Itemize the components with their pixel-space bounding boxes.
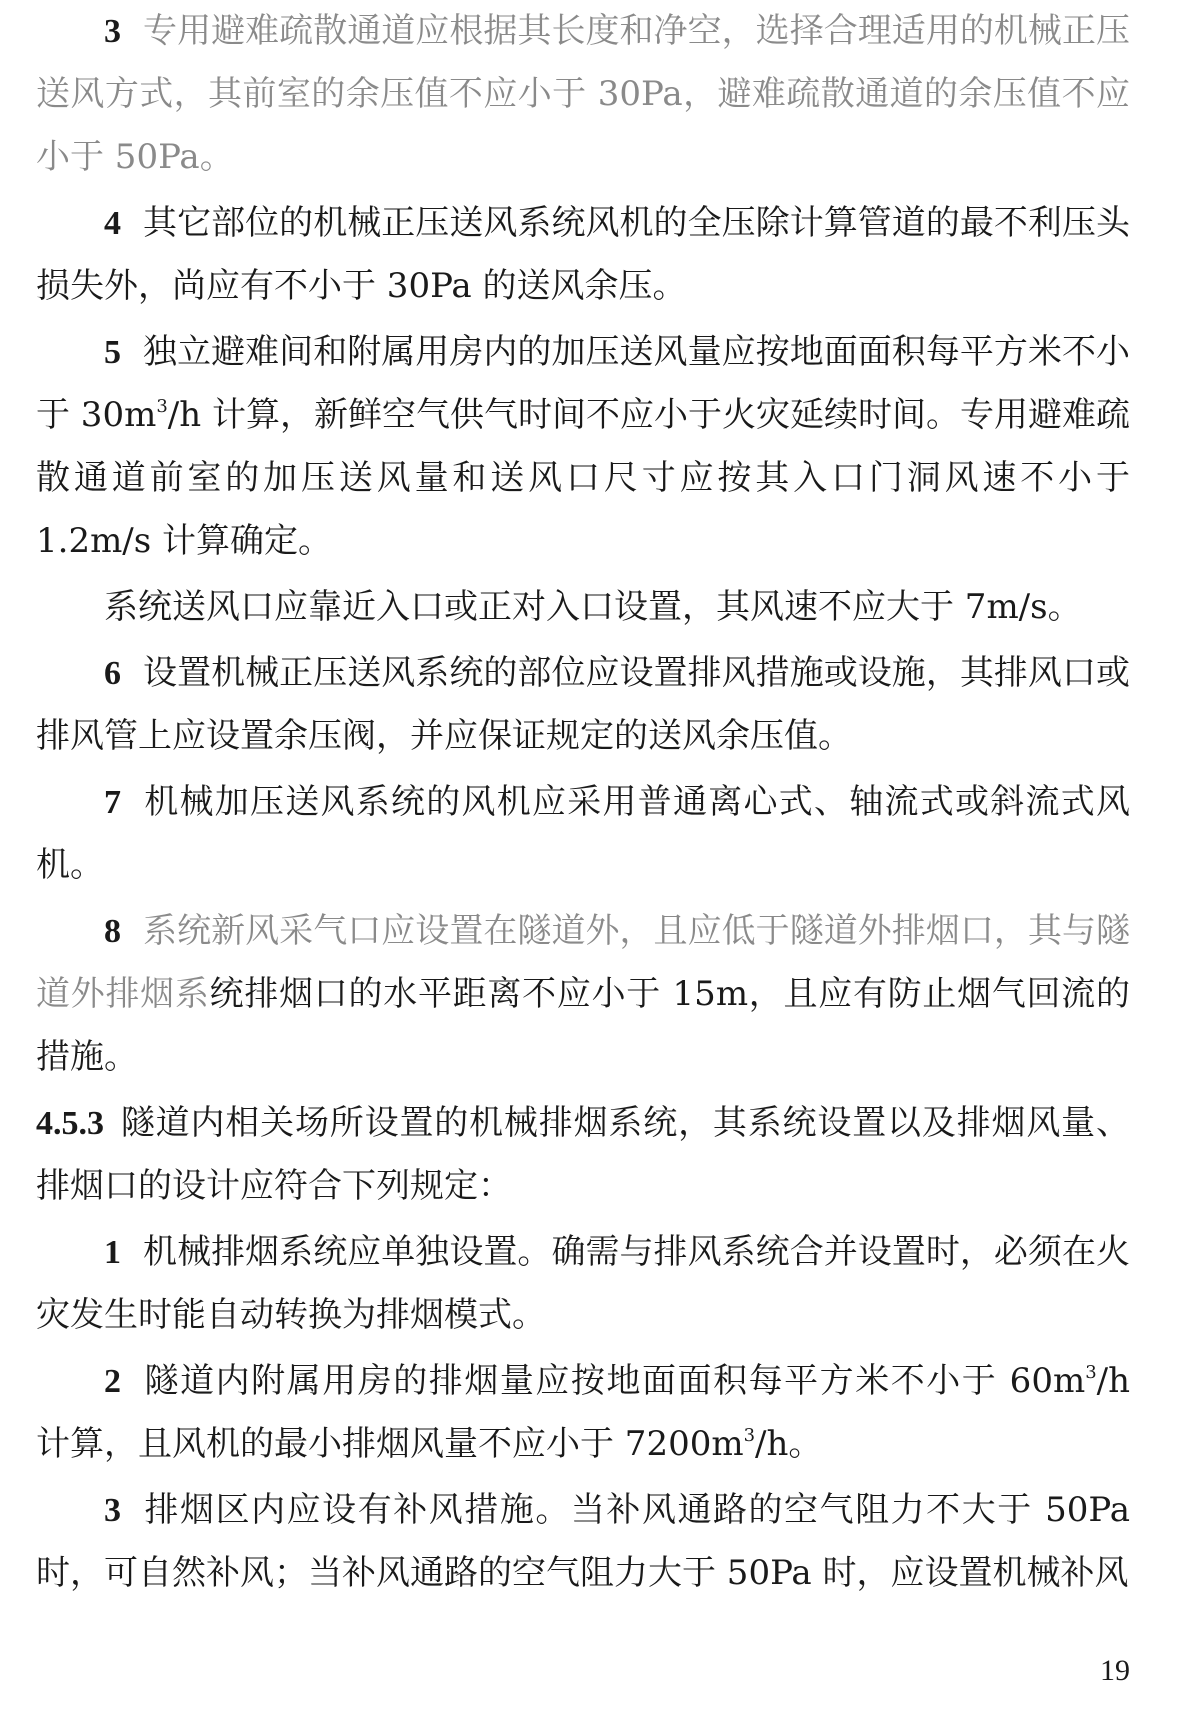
clause-number: 4	[104, 205, 121, 242]
item-text: 隧道内附属用房的排烟量应按地面面积每平方米不小于 60m	[143, 1361, 1086, 1401]
clause-text: 机械加压送风系统的风机应采用普通离心式、轴流式或斜流式风机。	[36, 782, 1130, 885]
page-content	[36, 0, 1130, 1605]
item-1	[36, 1221, 1130, 1347]
item-text: /h。	[755, 1424, 823, 1464]
item-number: 2	[104, 1363, 121, 1400]
section-4-5-3	[36, 1092, 1130, 1218]
clause-text: 系统送风口应靠近入口或正对入口设置，其风速不应大于 7m/s。	[104, 587, 1082, 627]
clause-text-gray: 系统新风采气口应设置在隧道外，且应低于隧道外排烟口，其与隧道外排烟系	[36, 911, 1130, 1014]
superscript: 3	[743, 1425, 756, 1446]
page-number: 19	[1100, 1654, 1130, 1687]
clause-number: 3	[104, 13, 121, 50]
clause-number: 7	[104, 784, 121, 821]
item-text: 排烟区内应设有补风措施。当补风通路的空气阻力不大于 50Pa 时，可自然补风；当补风通路的空气阻力大于 50Pa 时，应设置机械补风	[36, 1490, 1130, 1593]
clause-5-extra	[36, 576, 1130, 639]
item-3	[36, 1479, 1130, 1605]
clause-8	[36, 900, 1130, 1089]
item-2	[36, 1350, 1130, 1476]
superscript: 3	[156, 396, 168, 417]
clause-text: 设置机械正压送风系统的部位应设置排风措施或设施，其排风口或排风管上应设置余压阀，并应保证规定的送风余压值。	[36, 653, 1130, 756]
clause-4	[36, 192, 1130, 318]
clause-3	[36, 0, 1130, 189]
clause-6	[36, 642, 1130, 768]
section-number: 4.5.3	[36, 1105, 104, 1142]
section-text: 隧道内相关场所设置的机械排烟系统，其系统设置以及排烟风量、排烟口的设计应符合下列规定：	[36, 1103, 1130, 1206]
item-text: /h 计算，且风机的最小排烟风量不应小于 7200m	[36, 1361, 1130, 1464]
clause-5	[36, 321, 1130, 573]
clause-text: /h 计算，新鲜空气供气时间不应小于火灾延续时间。专用避难疏散通道前室的加压送风量和送风口尺寸应按其入口门洞风速不小于 1.2m/s 计算确定。	[36, 395, 1130, 561]
clause-text: 独立避难间和附属用房内的加压送风量应按地面面积每平方米不小于 30m	[36, 332, 1130, 435]
clause-text: 统排烟口的水平距离不应小于 15m，且应有防止烟气回流的措施。	[36, 974, 1131, 1077]
item-number: 1	[104, 1234, 121, 1271]
clause-7	[36, 771, 1130, 897]
clause-number: 8	[104, 913, 121, 950]
superscript: 3	[1085, 1362, 1097, 1383]
clause-number: 5	[104, 334, 121, 371]
clause-number: 6	[104, 655, 121, 692]
clause-text: 专用避难疏散通道应根据其长度和净空，选择合理适用的机械正压送风方式，其前室的余压值不应小于 30Pa，避难疏散通道的余压值不应小于 50Pa。	[36, 11, 1130, 177]
clause-text: 其它部位的机械正压送风系统风机的全压除计算管道的最不利压头损失外，尚应有不小于 30Pa 的送风余压。	[36, 203, 1130, 306]
item-text: 机械排烟系统应单独设置。确需与排风系统合并设置时，必须在火灾发生时能自动转换为排烟模式。	[36, 1232, 1130, 1335]
item-number: 3	[104, 1492, 121, 1529]
